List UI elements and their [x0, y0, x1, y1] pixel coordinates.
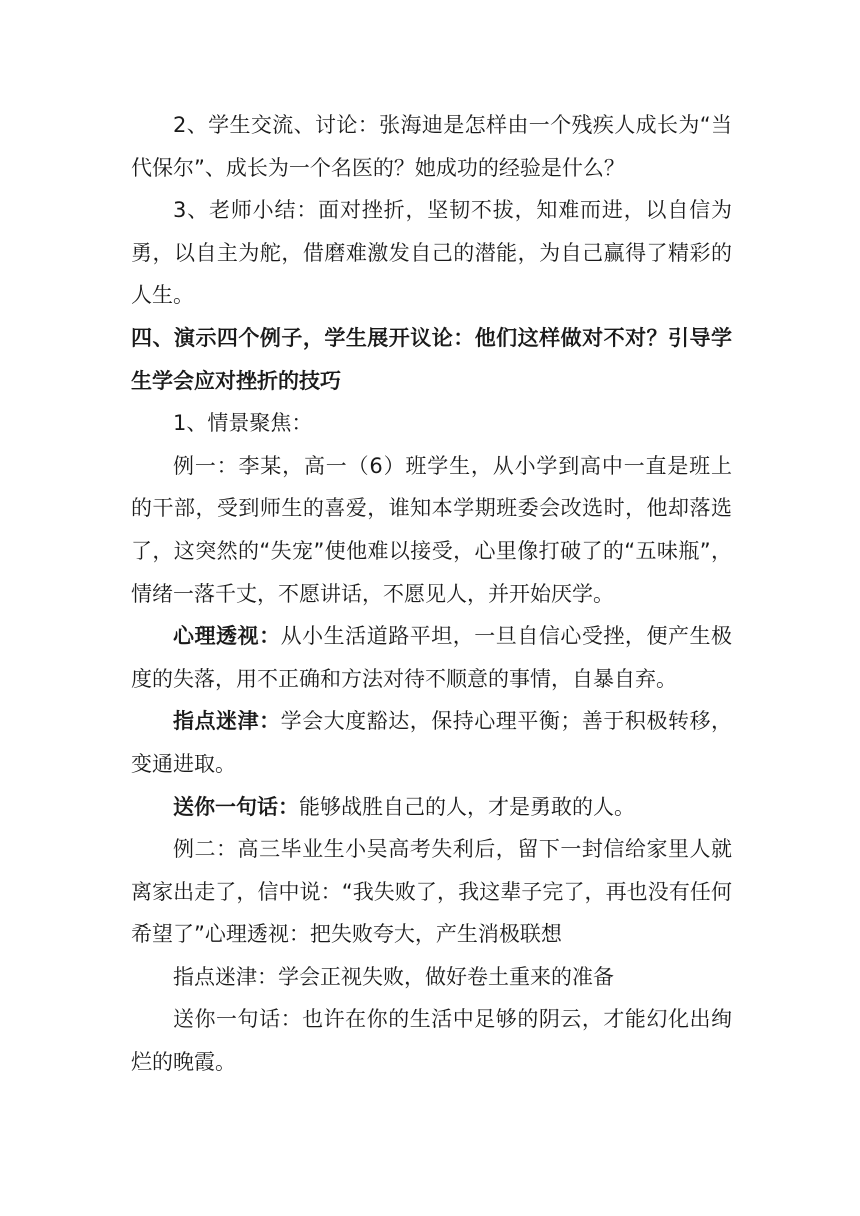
- ex1-guide-text: 学会大度豁达，保持心理平衡；善于积极转移，变通进取。: [131, 709, 733, 776]
- paragraph-ex2-quote: 送你一句话：也许在你的生活中足够的阴云，才能幻化出绚烂的晚霞。: [131, 1007, 732, 1075]
- paragraph-ex1-analysis: [131, 615, 732, 700]
- paragraph-scenario-focus: 1、情景聚焦：: [173, 411, 313, 436]
- paragraph-teacher-summary: 3、老师小结：面对挫折，坚韧不拔，知难而进，以自信为勇，以自主为舵，借磨难激发自己的潜能，为自己赢得了精彩的人生。: [131, 198, 732, 308]
- ex1-quote-text: 能够战胜自己的人，才是勇敢的人。: [299, 794, 635, 819]
- ex1-analysis-label: 心理透视：: [173, 624, 281, 649]
- paragraph-ex2-guide: 指点迷津：学会正视失败，做好卷土重来的准备: [173, 964, 614, 989]
- paragraph-ex1-guide: [131, 700, 732, 785]
- ex1-quote-label: 送你一句话：: [173, 794, 299, 819]
- paragraph-example-1: 例一：李某，高一（6）班学生，从小学到高中一直是班上的干部，受到师生的喜爱，谁知本学期班委会改选时，他却落选了，这突然的“失宠”使他难以接受，心里像打破了的“五味瓶”，情绪一落千丈，不愿讲话，不愿见人，并开始厌学。: [131, 453, 732, 606]
- paragraph-discussion: 2、学生交流、讨论：张海迪是怎样由一个残疾人成长为“当代保尔”、成长为一个名医的？她成功的经验是什么？: [131, 113, 732, 180]
- section-heading-4: 四、演示四个例子，学生展开议论：他们这样做对不对？引导学生学会应对挫折的技巧: [131, 325, 732, 393]
- paragraph-ex1-quote: [131, 786, 732, 829]
- ex1-guide-label: 指点迷津：: [173, 709, 281, 734]
- paragraph-example-2: 例二：高三毕业生小吴高考失利后，留下一封信给家里人就离家出走了，信中说：“我失败了，我这辈子完了，再也没有任何希望了”心理透视：把失败夸大，产生消极联想: [131, 837, 732, 947]
- ex1-analysis-text: 从小生活道路平坦，一旦自信心受挫，便产生极度的失落，用不正确和方法对待不顺意的事情，自暴自弃。: [131, 624, 733, 691]
